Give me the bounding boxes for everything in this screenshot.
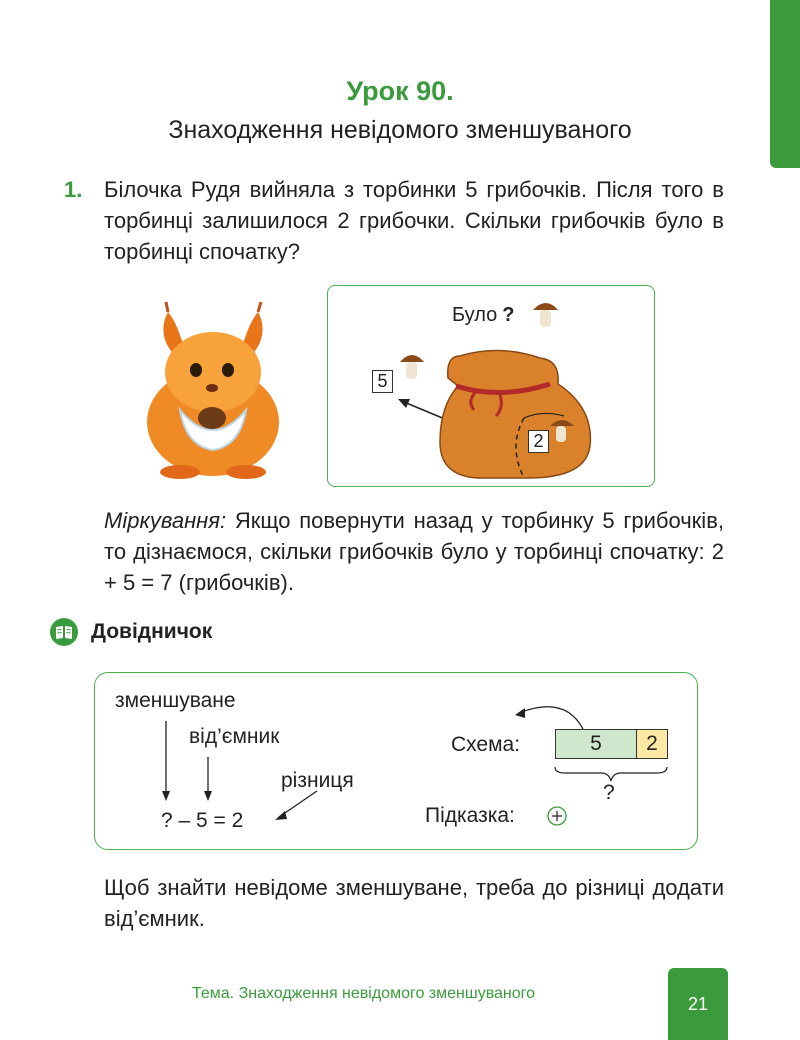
scheme-question: ? (603, 781, 615, 804)
left-number-box: 2 (528, 430, 549, 453)
page-number: 21 (668, 968, 728, 1040)
squirrel-illustration (128, 300, 298, 480)
reasoning-body: Якщо повернути назад у торбинку 5 грибочків, то дізнаємося, скільки грибочків було у торбинці спочатку: 2 + 5 = 7 (грибочків). (104, 508, 724, 595)
was-label: Було ? (452, 304, 515, 326)
task-text: Білочка Рудя вийняла з торбинки 5 грибочків. Після того в торбинці залишилося 2 грибочки. Скільки грибочків було в торбинці спочатку? (104, 177, 724, 264)
plus-circle-icon (548, 807, 566, 825)
bag-scene (327, 285, 655, 487)
subtrahend-label: від’ємник (189, 725, 280, 748)
book-icon (50, 618, 78, 646)
rule-text: Щоб знайти невідоме зменшуване, треба до різниці додати від’ємник. (104, 875, 724, 931)
reference-title: Довідничок (91, 620, 213, 643)
mushroom-icon (400, 355, 424, 379)
reference-box (94, 672, 698, 850)
taken-number-box: 5 (372, 370, 393, 393)
lesson-subtitle: Знаходження невідомого зменшуваного (168, 116, 632, 144)
task-number: 1. (64, 177, 83, 202)
scheme-bar-subtrahend: 5 (555, 729, 637, 759)
scheme-bar-difference: 2 (636, 729, 668, 759)
minuend-label: зменшуване (115, 689, 236, 712)
mushroom-icon (533, 303, 558, 327)
lesson-title: Урок 90. (346, 76, 454, 106)
difference-label: різниця (281, 769, 354, 792)
equation: ? – 5 = 2 (161, 809, 244, 832)
scheme-label: Схема: (451, 733, 521, 756)
reasoning-text (104, 505, 724, 598)
footer-topic: Тема. Знаходження невідомого зменшуваного (192, 985, 536, 1002)
hint-label: Підказка: (425, 804, 515, 827)
reasoning-label: Міркування: (104, 508, 227, 533)
